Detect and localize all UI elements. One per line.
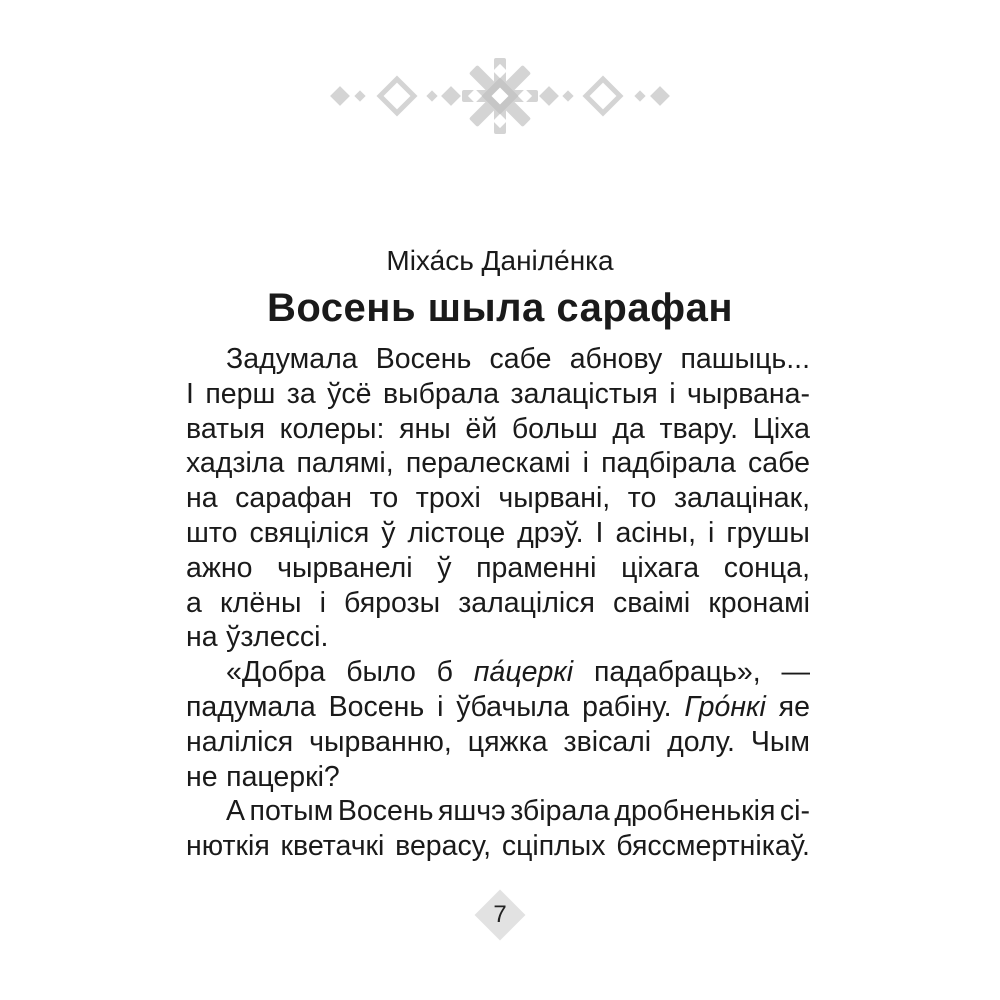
word: Ціха xyxy=(752,412,810,445)
word: трохі xyxy=(415,482,481,515)
word: да xyxy=(612,412,645,445)
word: перш xyxy=(205,377,276,410)
word: Восень xyxy=(328,690,425,723)
word: і xyxy=(582,447,589,480)
text-line xyxy=(186,690,810,725)
word: твару. xyxy=(659,412,739,445)
word: ціхага xyxy=(621,551,700,584)
text-line xyxy=(186,829,810,864)
word: ёй xyxy=(465,412,498,445)
text-line xyxy=(186,551,810,586)
word: выбрала xyxy=(382,377,500,410)
ornament-diamond-small xyxy=(441,86,461,106)
word: а xyxy=(186,586,202,619)
word: што xyxy=(186,516,238,549)
snowflake-ornament xyxy=(320,56,680,140)
story-text xyxy=(186,342,810,864)
word: кронамі xyxy=(708,586,810,619)
word: чырванелі xyxy=(277,551,413,584)
word: ўсё xyxy=(327,377,372,410)
word: хадзіла xyxy=(186,447,285,480)
text-line xyxy=(186,481,810,516)
word: колеры: xyxy=(279,412,385,445)
word: пашыць... xyxy=(680,343,810,375)
word: звісалі xyxy=(563,725,652,758)
word: ўбачыла xyxy=(456,690,570,723)
word: Чым xyxy=(750,725,810,758)
word: абнову xyxy=(569,343,663,375)
word: сваімі xyxy=(613,586,691,619)
word: — xyxy=(781,656,810,689)
word: нюткія xyxy=(186,830,270,863)
text-line xyxy=(186,412,810,447)
word: за xyxy=(286,377,316,410)
word: на xyxy=(186,621,218,654)
italic-word: Гро́нкі xyxy=(684,690,766,723)
text-line xyxy=(186,342,810,377)
word: залацінак, xyxy=(673,482,810,515)
word: чырвана- xyxy=(687,377,810,410)
word: А xyxy=(226,795,246,828)
ornament-diamond-small xyxy=(354,90,365,101)
text-line xyxy=(186,794,810,829)
word: лістоце xyxy=(407,516,506,549)
word: Восень xyxy=(337,795,434,828)
word: пацеркі? xyxy=(226,760,340,793)
word: сарафан xyxy=(235,482,353,515)
ornament-diamond-outline xyxy=(380,79,414,113)
word: кветачкі xyxy=(280,830,385,863)
word: сі- xyxy=(779,795,810,828)
word: яны xyxy=(399,412,451,445)
text-line xyxy=(186,446,810,481)
word: сабе xyxy=(489,343,552,375)
word: чырванню, xyxy=(309,725,452,758)
ornament-diamond-small xyxy=(426,90,437,101)
word: дробненькія xyxy=(614,795,776,828)
word: дрэў. xyxy=(517,516,584,549)
word: свяціліся xyxy=(249,516,370,549)
word: верасу, xyxy=(395,830,492,863)
word: бяссмертнікаў. xyxy=(616,830,810,863)
word: рабіну. xyxy=(582,690,672,723)
word: падабраць», xyxy=(593,656,761,689)
word: Задумала xyxy=(226,343,358,375)
text-segment: яе xyxy=(778,690,810,723)
word: і xyxy=(708,516,715,549)
word: б xyxy=(436,656,453,689)
word: збірала xyxy=(510,795,610,828)
word: потым xyxy=(249,795,334,828)
word: ўзлессі. xyxy=(226,621,329,654)
word: падумала xyxy=(186,690,316,723)
word: не xyxy=(186,760,218,793)
word: цяжка xyxy=(467,725,548,758)
ornament-diamond-small xyxy=(634,90,645,101)
word: бярозы xyxy=(344,586,441,619)
ornament-diamond-small xyxy=(539,86,559,106)
word: то xyxy=(369,482,399,515)
word: грушы xyxy=(726,516,810,549)
word: і xyxy=(437,690,444,723)
ornament-diamond-small xyxy=(650,86,670,106)
word: залацістыя xyxy=(510,377,658,410)
word: асіны, xyxy=(615,516,697,549)
word: сабе xyxy=(747,447,810,480)
word: то xyxy=(627,482,657,515)
text-line xyxy=(186,655,810,690)
word: сціплых xyxy=(501,830,606,863)
word: праменні xyxy=(476,551,597,584)
page-number-badge xyxy=(470,885,530,945)
word: наліліся xyxy=(186,725,294,758)
word: залаціліся xyxy=(458,586,595,619)
word: больш xyxy=(511,412,598,445)
italic-word: па́церкі xyxy=(473,656,574,689)
word: і xyxy=(319,586,326,619)
author-name: Міха́сь Даніле́нка xyxy=(386,245,614,276)
text-line xyxy=(186,516,810,551)
text-line xyxy=(186,760,810,795)
word: клёны xyxy=(219,586,302,619)
ornament-diamond-small xyxy=(330,86,350,106)
text-line xyxy=(186,620,810,655)
word: ў xyxy=(437,551,452,584)
text-line xyxy=(186,725,810,760)
text-line xyxy=(186,377,810,412)
page-number: 7 xyxy=(493,901,507,928)
word: ажно xyxy=(186,551,253,584)
word: ватыя xyxy=(186,412,266,445)
ornament-diamond-outline xyxy=(586,79,620,113)
word: на xyxy=(186,482,218,515)
word: Восень xyxy=(375,343,472,375)
word: ў xyxy=(381,516,396,549)
word: «Добра xyxy=(226,656,326,689)
word: І xyxy=(595,516,604,549)
word: сонца, xyxy=(723,551,810,584)
word: долу. xyxy=(667,725,735,758)
page-title: Восень шыла сарафан xyxy=(267,286,733,330)
text-line xyxy=(186,586,810,621)
word: чырвані, xyxy=(498,482,611,515)
word: яшчэ xyxy=(437,795,506,828)
ornament-diamond-small xyxy=(562,90,573,101)
word: палямі, xyxy=(296,447,394,480)
word: падбірала xyxy=(601,447,736,480)
word: І xyxy=(186,377,194,410)
word: і xyxy=(669,377,676,410)
word: было xyxy=(346,656,416,689)
word: пералескамі xyxy=(405,447,571,480)
snowflake-icon xyxy=(462,58,538,134)
